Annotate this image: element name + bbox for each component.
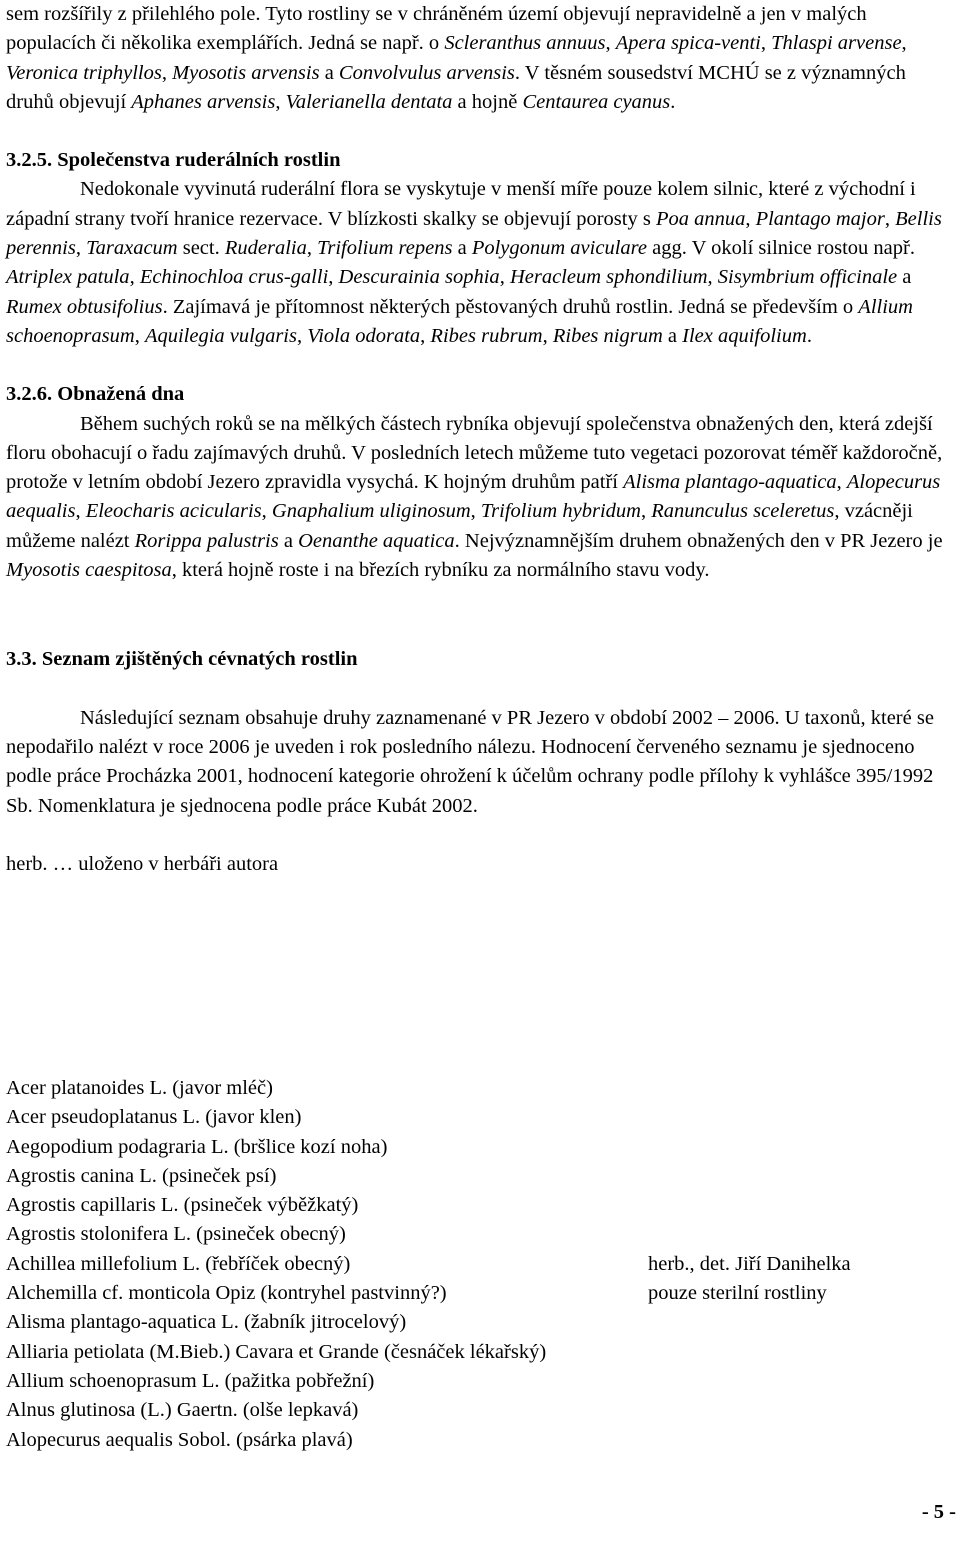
text-run: a (662, 324, 683, 347)
text-run: . Nejvýznamnějším druhem obnažených den v PR Jezero je (454, 529, 943, 552)
text-run: , (261, 500, 272, 523)
plant-name: Achillea millefolium L. (řebříček obecný) (6, 1252, 351, 1275)
plant-name: Allium schoenoprasum L. (pažitka pobřežní) (6, 1369, 375, 1392)
plant-name: Alchemilla cf. monticola Opiz (kontryhel pastvinný?) (6, 1282, 447, 1305)
list-item (6, 1133, 946, 1162)
taxon-name: Trifolium repens (317, 237, 453, 260)
text-run: , vzácněji můžeme nalézt (6, 500, 913, 552)
taxon-name: Ribes nigrum (552, 324, 663, 347)
list-item (6, 1220, 946, 1249)
taxon-name: Ruderalia (224, 237, 307, 260)
section-325-heading: 3.2.5. Společenstva ruderálních rostlin (6, 149, 341, 172)
taxon-name: Alisma plantago-aquatica (623, 471, 837, 494)
taxon-name: Poa annua (655, 207, 746, 230)
taxon-name: Apera spica-venti (615, 32, 761, 55)
taxon-name: Convolvulus arvensis (338, 61, 515, 84)
taxon-name: Plantago major (755, 207, 885, 230)
list-item (6, 1426, 946, 1455)
text-run: sem rozšířily z přilehlého pole. Tyto rostliny se v chráněném území objevují nepravidelně a jen v malých populacích či několika exemplářích. Jedná se např. o (6, 3, 867, 55)
spacer (6, 821, 946, 850)
section-326-body (6, 413, 943, 581)
taxon-name: Thlaspi arvense (771, 32, 902, 55)
document-page (6, 0, 946, 879)
plant-name: Alopecurus aequalis Sobol. (psárka plavá) (6, 1428, 353, 1451)
taxon-name: Bellis perennis (6, 207, 942, 260)
text-run: , (275, 90, 286, 113)
plant-name: Agrostis capillaris L. (psineček výběžkatý) (6, 1194, 359, 1217)
taxon-name: Veronica triphyllos (6, 61, 162, 84)
text-run: Během suchých roků se na mělkých částech rybníka objevují společenstva obnažených den, která zdejší floru obohacují o řadu zajímavých druhů. V posledních letech můžeme tuto vegetaci pozorovat téměř každoročně, protože v letním období Jezero zpravidla vysychá. K hojným druhům patří (6, 412, 943, 494)
text-run: , (161, 61, 173, 84)
taxon-name: Gnaphalium uliginosum (271, 500, 471, 523)
taxon-name: Ribes rubrum (430, 324, 543, 347)
taxon-name: Heracleum sphondilium (509, 266, 708, 289)
text-run: Nedokonale vyvinutá ruderální flora se vyskytuje v menší míře pouze kolem silnic, které z východní i západní strany tvoří hranice rezervace. V blízkosti skalky se objevují porosty s (6, 178, 916, 230)
text-run: agg. V okolí silnice rostou např. (646, 237, 915, 260)
plant-name: Alisma plantago-aquatica L. (žabník jitrocelový) (6, 1311, 407, 1334)
text-run: . (806, 324, 812, 347)
taxon-name: Scleranthus annuus (444, 32, 606, 55)
text-run: sect. (177, 237, 225, 260)
plant-name: Alnus glutinosa (L.) Gaertn. (olše lepkavá) (6, 1399, 359, 1422)
section-33-body: Následující seznam obsahuje druhy zaznamenané v PR Jezero v období 2002 – 2006. U taxonů, které se nepodařilo nalézt v roce 2006 je uveden i rok posledního nálezu. Hodnocení červeného seznamu je sjednoceno podle práce Procházka 2001, hodnocení kategorie ohrožení k účelům ochrany podle přílohy k vyhlášce 395/1992 Sb. Nomenklatura je sjednocena podle práce Kubát 2002. (6, 706, 934, 817)
text-run: , která hojně roste i na březích rybníku za normálního stavu vody. (171, 559, 710, 582)
text-run: , (296, 324, 308, 347)
list-item (6, 1191, 946, 1220)
spacer (6, 675, 946, 704)
text-run: a (897, 266, 912, 289)
spacer (6, 585, 946, 645)
text-run: , (836, 471, 847, 494)
text-run: , (420, 324, 431, 347)
taxon-name: Echinochloa crus-galli (139, 266, 329, 289)
text-run: , (75, 500, 86, 523)
text-run: , (760, 32, 772, 55)
taxon-name: Centaurea cyanus (522, 90, 671, 113)
text-run: , (605, 32, 616, 55)
taxon-name: Aquilegia vulgaris (144, 324, 297, 347)
taxon-name: Alopecurus aequalis (6, 471, 941, 523)
text-run: , (707, 266, 718, 289)
plant-note: pouze sterilní rostliny (648, 1282, 827, 1305)
list-item (6, 1250, 946, 1279)
taxon-name: Allium schoenoprasum (6, 295, 913, 347)
text-run: a (319, 61, 339, 84)
intro-paragraph (6, 0, 946, 117)
section-326-heading: 3.2.6. Obnažená dna (6, 383, 185, 406)
taxon-name: Atriplex patula (6, 266, 130, 289)
section-33-heading: 3.3. Seznam zjištěných cévnatých rostlin (6, 648, 358, 671)
taxon-name: Myosotis arvensis (172, 61, 320, 84)
taxon-name: Rorippa palustris (134, 529, 279, 552)
text-run: , (499, 266, 510, 289)
list-item (6, 1367, 946, 1396)
text-run: , (901, 32, 907, 55)
taxon-name: Ilex aquifolium (682, 324, 807, 347)
plant-name: Agrostis canina L. (psineček psí) (6, 1164, 277, 1187)
list-item (6, 1074, 946, 1103)
text-run: , (134, 324, 145, 347)
spacer (6, 351, 946, 380)
section-326 (6, 380, 946, 585)
taxon-name: Sisymbrium officinale (717, 266, 898, 289)
text-run: , (328, 266, 339, 289)
plant-name: Aegopodium podagraria L. (bršlice kozí noha) (6, 1135, 388, 1158)
list-item (6, 1103, 946, 1132)
taxon-name: Aphanes arvensis (131, 90, 276, 113)
taxon-name: Oenanthe aquatica (298, 529, 455, 552)
plant-name: Alliaria petiolata (M.Bieb.) Cavara et Grande (česnáček lékařský) (6, 1340, 547, 1363)
page-number: - 5 - (921, 1501, 956, 1523)
text-run: , (75, 237, 87, 260)
plant-name: Agrostis stolonifera L. (psineček obecný) (6, 1223, 346, 1246)
list-item (6, 1279, 946, 1308)
text-run: , (884, 207, 896, 230)
spacer (6, 117, 946, 146)
taxon-name: Rumex obtusifolius (6, 295, 163, 318)
herbarium-abbrev: herb. … uloženo v herbáři autora (6, 852, 279, 875)
plant-name: Acer platanoides L. (javor mléč) (6, 1077, 273, 1099)
taxon-name: Valerianella dentata (285, 90, 453, 113)
text-run: a (452, 237, 472, 260)
list-item (6, 1162, 946, 1191)
text-run: , (542, 324, 553, 347)
section-325-body (6, 178, 942, 346)
text-run: , (640, 500, 652, 523)
list-item (6, 1338, 946, 1367)
list-item (6, 1308, 946, 1337)
taxon-name: Trifolium hybridum (480, 500, 641, 523)
text-run: a (278, 529, 299, 552)
plant-name: Acer pseudoplatanus L. (javor klen) (6, 1106, 302, 1129)
text-run: a hojně (452, 90, 523, 113)
text-run: , (470, 500, 481, 523)
text-run: . Zajímavá je přítomnost některých pěstovaných druhů rostlin. Jedná se především o (162, 295, 859, 318)
taxon-name: Myosotis caespitosa (6, 559, 172, 582)
text-run: . V těsném sousedství MCHÚ se z významných druhů objevují (6, 61, 906, 113)
taxon-name: Descurainia sophia (338, 266, 500, 289)
list-item (6, 1396, 946, 1425)
text-run: . (670, 90, 676, 113)
plant-note: herb., det. Jiří Danihelka (648, 1252, 851, 1275)
text-run: , (129, 266, 140, 289)
taxon-name: Eleocharis acicularis (85, 500, 262, 523)
section-325 (6, 146, 946, 351)
text-run: , (306, 237, 318, 260)
text-run: , (745, 207, 756, 230)
plant-list (6, 1074, 946, 1455)
taxon-name: Ranunculus sceleretus (651, 500, 835, 523)
taxon-name: Taraxacum (86, 237, 178, 260)
taxon-name: Viola odorata (307, 324, 421, 347)
taxon-name: Polygonum aviculare (471, 237, 647, 260)
